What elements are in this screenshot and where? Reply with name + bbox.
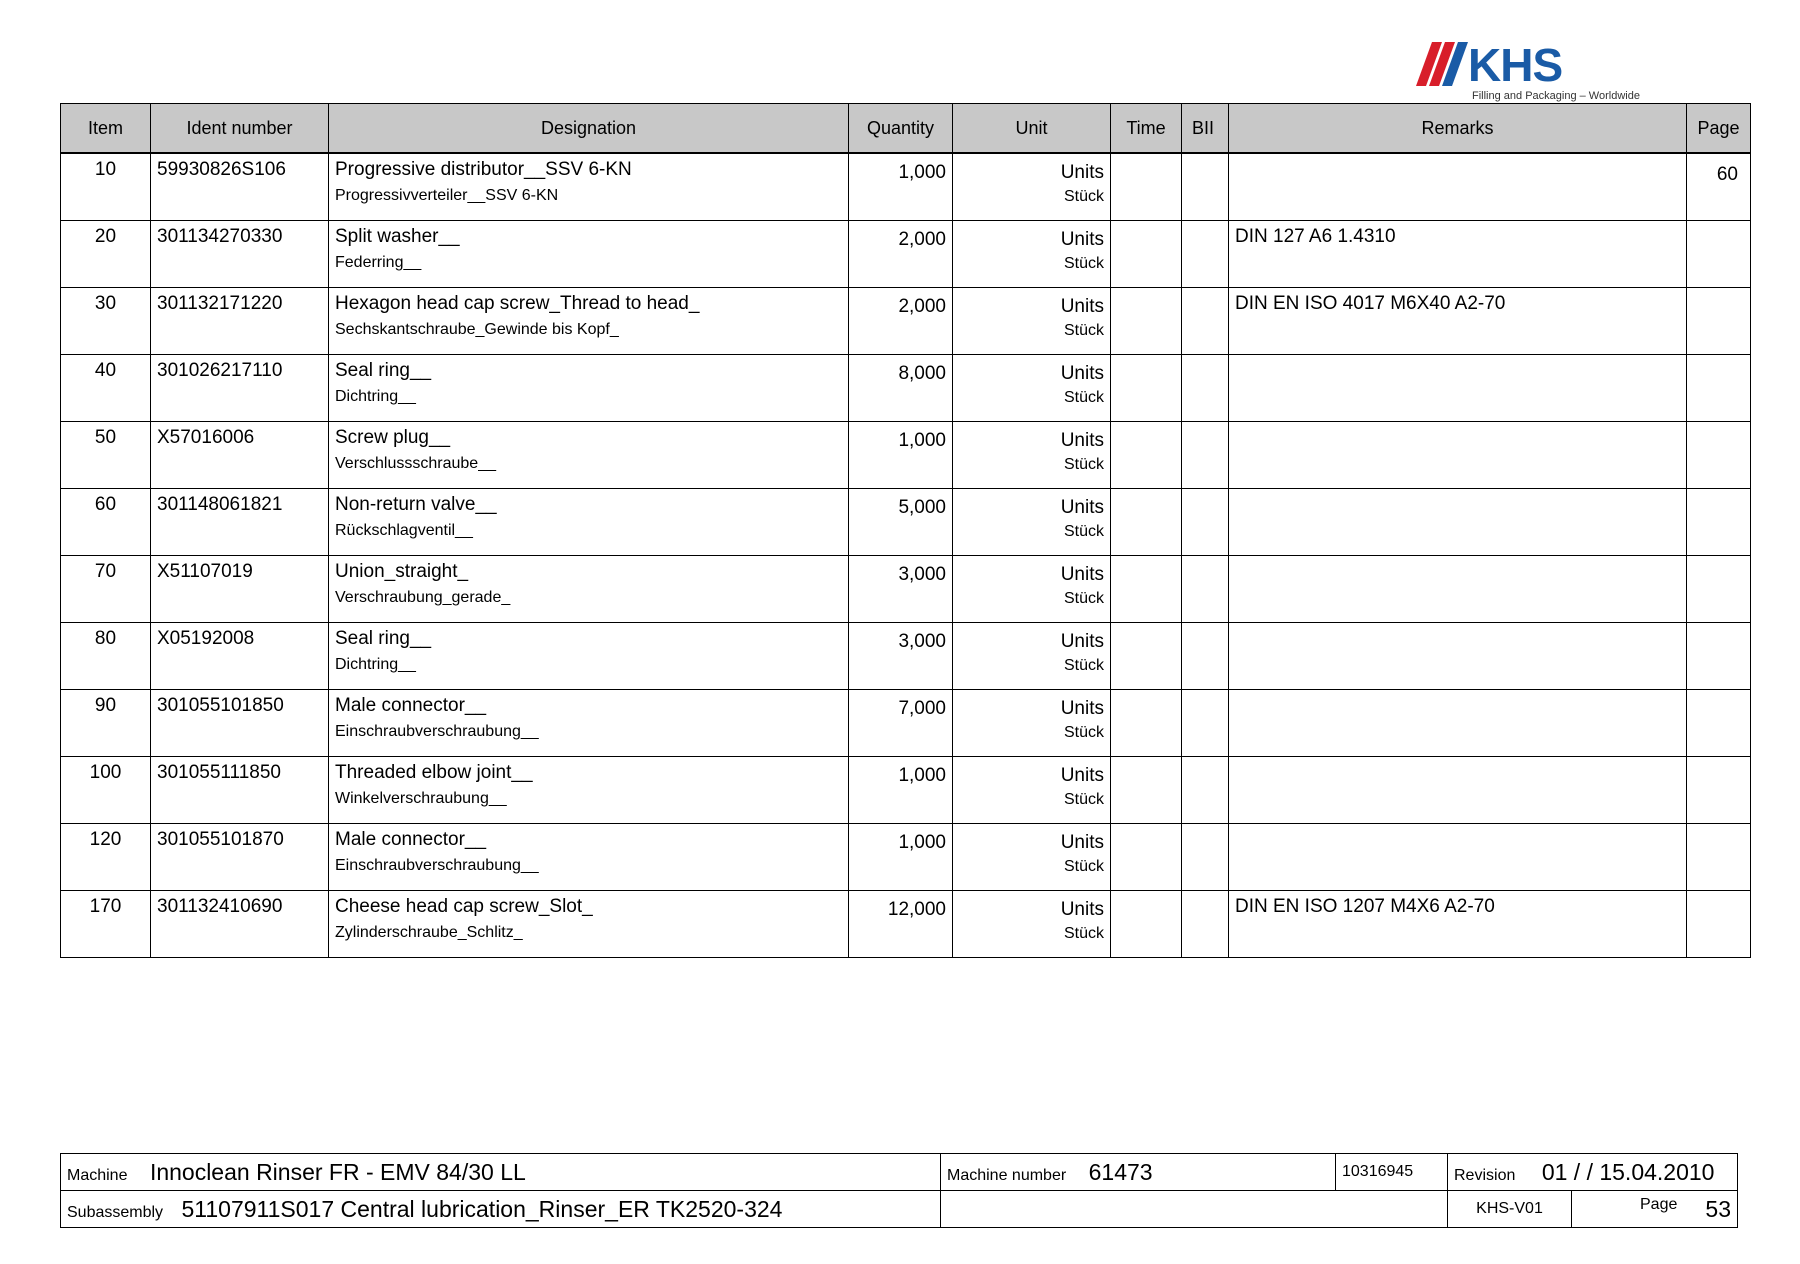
table-row (61, 288, 1751, 355)
revision-label: Revision (1454, 1166, 1516, 1184)
unit-en: Units (1060, 229, 1104, 250)
quantity-cell: 3,000 (849, 623, 953, 690)
column-header-quantity: Quantity (849, 104, 953, 154)
unit-de: Stück (1063, 791, 1104, 808)
item-cell: 70 (61, 556, 151, 623)
designation-en: Hexagon head cap screw_Thread to head_ (335, 293, 700, 314)
item-cell: 170 (61, 891, 151, 958)
time-cell (1111, 757, 1182, 824)
designation-de: Sechskantschraube_Gewinde bis Kopf_ (335, 321, 619, 338)
unit-en: Units (1060, 430, 1104, 451)
designation-cell (329, 288, 849, 355)
khs-stripes-icon (1416, 40, 1468, 86)
column-header-designation: Designation (329, 104, 849, 154)
designation-en: Male connector__ (335, 829, 487, 850)
unit-en: Units (1060, 363, 1104, 384)
time-cell (1111, 824, 1182, 891)
bll-cell (1182, 623, 1229, 690)
ident-cell: 301132171220 (151, 288, 329, 355)
ident-cell: 301132410690 (151, 891, 329, 958)
remarks-cell (1229, 623, 1687, 690)
unit-en: Units (1060, 832, 1104, 853)
logo-wordmark: KHS (1468, 39, 1563, 91)
designation-en: Threaded elbow joint__ (335, 762, 533, 783)
item-cell: 80 (61, 623, 151, 690)
parts-table (60, 103, 1751, 958)
unit-de: Stück (1063, 322, 1104, 339)
column-header-ident-number: Ident number (151, 104, 329, 154)
ident-cell: X05192008 (151, 623, 329, 690)
remarks-cell (1229, 690, 1687, 757)
item-cell: 40 (61, 355, 151, 422)
designation-de: Verschraubung_gerade_ (335, 589, 511, 606)
item-cell: 60 (61, 489, 151, 556)
unit-cell (953, 623, 1111, 690)
designation-en: Male connector__ (335, 695, 487, 716)
page-label: Page (1640, 1195, 1678, 1213)
quantity-cell: 2,000 (849, 288, 953, 355)
column-header-item: Item (61, 104, 151, 154)
table-row (61, 153, 1751, 221)
ident-cell: X51107019 (151, 556, 329, 623)
designation-de: Progressivverteiler__SSV 6-KN (335, 187, 559, 204)
unit-cell (953, 355, 1111, 422)
machine-number-cell (941, 1154, 1336, 1191)
bll-cell (1182, 355, 1229, 422)
table-body (61, 153, 1751, 958)
time-cell (1111, 355, 1182, 422)
quantity-cell: 3,000 (849, 556, 953, 623)
designation-en: Non-return valve__ (335, 494, 497, 515)
unit-cell (953, 824, 1111, 891)
quantity-cell: 1,000 (849, 153, 953, 221)
title-block (60, 1153, 1738, 1228)
quantity-cell: 5,000 (849, 489, 953, 556)
table-row (61, 422, 1751, 489)
page-ref-cell (1687, 891, 1751, 958)
unit-cell (953, 757, 1111, 824)
quantity-cell: 2,000 (849, 221, 953, 288)
time-cell (1111, 221, 1182, 288)
empty-cell (941, 1191, 1448, 1228)
footer-row-subassembly (61, 1191, 1738, 1228)
page-ref-cell (1687, 221, 1751, 288)
unit-de: Stück (1063, 255, 1104, 272)
column-header-time: Time (1111, 104, 1182, 154)
unit-cell (953, 288, 1111, 355)
designation-de: Einschraubverschraubung__ (335, 723, 539, 740)
bll-cell (1182, 891, 1229, 958)
machine-number-value: 61473 (1088, 1158, 1153, 1185)
table-row (61, 623, 1751, 690)
unit-de: Stück (1063, 590, 1104, 607)
remarks-cell (1229, 422, 1687, 489)
bll-cell (1182, 288, 1229, 355)
designation-cell (329, 422, 849, 489)
machine-value: Innoclean Rinser FR - EMV 84/30 LL (149, 1158, 526, 1185)
designation-cell (329, 489, 849, 556)
time-cell (1111, 556, 1182, 623)
unit-cell (953, 690, 1111, 757)
bll-cell (1182, 153, 1229, 221)
page-ref-cell (1687, 757, 1751, 824)
designation-de: Winkelverschraubung__ (335, 790, 507, 807)
designation-cell (329, 623, 849, 690)
designation-cell (329, 690, 849, 757)
designation-en: Screw plug__ (335, 427, 451, 448)
remarks-cell (1229, 757, 1687, 824)
item-cell: 100 (61, 757, 151, 824)
unit-en: Units (1060, 564, 1104, 585)
unit-cell (953, 422, 1111, 489)
quantity-cell: 1,000 (849, 757, 953, 824)
item-cell: 20 (61, 221, 151, 288)
time-cell (1111, 891, 1182, 958)
quantity-cell: 1,000 (849, 422, 953, 489)
remarks-cell (1229, 489, 1687, 556)
designation-de: Zylinderschraube_Schlitz_ (335, 924, 523, 941)
subassembly-label: Subassembly (67, 1203, 164, 1221)
page-ref-cell (1687, 489, 1751, 556)
page-ref-cell (1687, 556, 1751, 623)
machine-number-label: Machine number (947, 1166, 1067, 1184)
machine-label: Machine (67, 1166, 128, 1184)
doc-number: 10316945 (1336, 1154, 1448, 1191)
unit-en: Units (1060, 765, 1104, 786)
bll-cell (1182, 690, 1229, 757)
unit-de: Stück (1063, 858, 1104, 875)
column-header-unit: Unit (953, 104, 1111, 154)
unit-en: Units (1060, 631, 1104, 652)
page-ref-cell (1687, 824, 1751, 891)
ident-cell: 301134270330 (151, 221, 329, 288)
remarks-cell (1229, 355, 1687, 422)
time-cell (1111, 623, 1182, 690)
unit-cell (953, 221, 1111, 288)
subassembly-value: 51107911S017 Central lubrication_Rinser_ER TK2520-324 (181, 1195, 783, 1222)
table-row (61, 690, 1751, 757)
table-row (61, 824, 1751, 891)
designation-en: Cheese head cap screw_Slot_ (335, 896, 593, 917)
page-ref-cell (1687, 690, 1751, 757)
time-cell (1111, 422, 1182, 489)
machine-cell (61, 1154, 941, 1191)
remarks-cell: DIN EN ISO 1207 M4X6 A2-70 (1229, 891, 1687, 958)
designation-de: Rückschlagventil__ (335, 522, 473, 539)
designation-de: Federring__ (335, 254, 422, 271)
quantity-cell: 1,000 (849, 824, 953, 891)
ident-cell: 59930826S106 (151, 153, 329, 221)
footer-row-machine (61, 1154, 1738, 1191)
bll-cell (1182, 824, 1229, 891)
designation-cell (329, 757, 849, 824)
remarks-cell (1229, 824, 1687, 891)
item-cell: 50 (61, 422, 151, 489)
table-header-row (61, 104, 1751, 154)
designation-en: Progressive distributor__SSV 6-KN (335, 159, 632, 180)
item-cell: 90 (61, 690, 151, 757)
column-header-bll: BII (1182, 104, 1229, 154)
time-cell (1111, 690, 1182, 757)
designation-cell (329, 891, 849, 958)
ident-cell: 301148061821 (151, 489, 329, 556)
designation-de: Dichtring__ (335, 656, 416, 673)
ident-cell: X57016006 (151, 422, 329, 489)
page-value: 53 (1705, 1195, 1731, 1222)
ident-cell: 301026217110 (151, 355, 329, 422)
unit-en: Units (1060, 296, 1104, 317)
page-ref-cell (1687, 288, 1751, 355)
unit-de: Stück (1063, 188, 1104, 205)
column-header-remarks: Remarks (1229, 104, 1687, 154)
designation-cell (329, 153, 849, 221)
table-row (61, 489, 1751, 556)
unit-en: Units (1060, 162, 1104, 183)
designation-en: Seal ring__ (335, 360, 432, 381)
table-row (61, 757, 1751, 824)
khs-logo (1416, 38, 1640, 104)
unit-de: Stück (1063, 657, 1104, 674)
table-row (61, 355, 1751, 422)
ident-cell: 301055101870 (151, 824, 329, 891)
time-cell (1111, 153, 1182, 221)
designation-cell (329, 824, 849, 891)
bll-cell (1182, 556, 1229, 623)
designation-de: Verschlussschraube__ (335, 455, 496, 472)
logo-tagline: Filling and Packaging – Worldwide (1472, 90, 1640, 102)
page-ref-cell (1687, 422, 1751, 489)
quantity-cell: 8,000 (849, 355, 953, 422)
bll-cell (1182, 489, 1229, 556)
page-ref-cell (1687, 623, 1751, 690)
designation-de: Dichtring__ (335, 388, 416, 405)
unit-cell (953, 153, 1111, 221)
designation-en: Seal ring__ (335, 628, 432, 649)
revision-value: 01 / / 15.04.2010 (1541, 1158, 1715, 1185)
bll-cell (1182, 221, 1229, 288)
code-value: KHS-V01 (1448, 1191, 1572, 1228)
bll-cell (1182, 422, 1229, 489)
remarks-cell (1229, 556, 1687, 623)
subassembly-cell (61, 1191, 941, 1228)
quantity-cell: 12,000 (849, 891, 953, 958)
page-cell (1572, 1191, 1738, 1228)
quantity-cell: 7,000 (849, 690, 953, 757)
item-cell: 30 (61, 288, 151, 355)
remarks-cell: DIN 127 A6 1.4310 (1229, 221, 1687, 288)
designation-en: Union_straight_ (335, 561, 469, 582)
unit-en: Units (1060, 698, 1104, 719)
ident-cell: 301055101850 (151, 690, 329, 757)
table-row (61, 891, 1751, 958)
bll-cell (1182, 757, 1229, 824)
designation-cell (329, 556, 849, 623)
unit-cell (953, 891, 1111, 958)
item-cell: 10 (61, 153, 151, 221)
unit-cell (953, 489, 1111, 556)
unit-de: Stück (1063, 724, 1104, 741)
column-header-page: Page (1687, 104, 1751, 154)
designation-cell (329, 221, 849, 288)
unit-de: Stück (1063, 523, 1104, 540)
ident-cell: 301055111850 (151, 757, 329, 824)
time-cell (1111, 288, 1182, 355)
time-cell (1111, 489, 1182, 556)
page-ref-cell: 60 (1687, 153, 1751, 221)
revision-cell (1448, 1154, 1738, 1191)
remarks-cell (1229, 153, 1687, 221)
designation-cell (329, 355, 849, 422)
item-cell: 120 (61, 824, 151, 891)
designation-en: Split washer__ (335, 226, 460, 247)
table-row (61, 556, 1751, 623)
page-ref-cell (1687, 355, 1751, 422)
unit-cell (953, 556, 1111, 623)
designation-de: Einschraubverschraubung__ (335, 857, 539, 874)
unit-de: Stück (1063, 925, 1104, 942)
remarks-cell: DIN EN ISO 4017 M6X40 A2-70 (1229, 288, 1687, 355)
unit-en: Units (1060, 497, 1104, 518)
unit-de: Stück (1063, 456, 1104, 473)
unit-en: Units (1060, 899, 1104, 920)
table-row (61, 221, 1751, 288)
unit-de: Stück (1063, 389, 1104, 406)
